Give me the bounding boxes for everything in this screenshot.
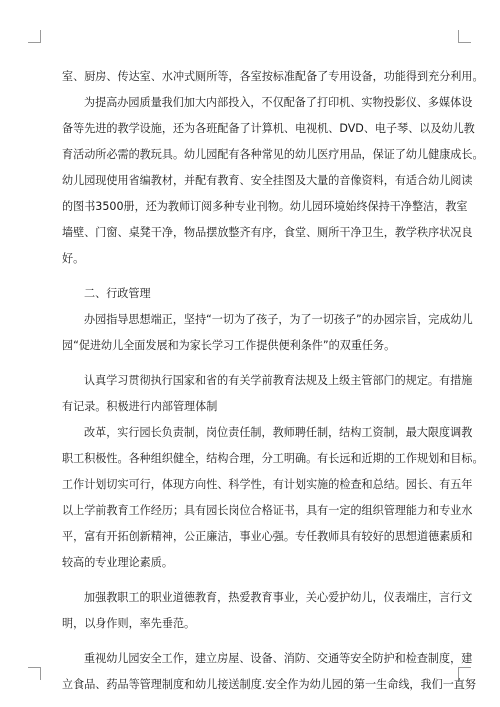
text-line: 室、厨房、传达室、水冲式厕所等，各室按标准配备了专用设备，功能得到充分利用。 <box>62 70 484 83</box>
text-line: 以上学前教育工作经历；具有园长岗位合格证书，具有一定的组织管理能力和专业水 <box>62 504 473 517</box>
paragraph-gap <box>62 576 440 585</box>
section-heading: 二、行政管理 <box>84 287 151 300</box>
crop-mark-bottom-left <box>28 667 41 680</box>
text-line: 明，以身作则，率先垂范。 <box>62 617 196 630</box>
text-line: 重视幼儿园安全工作，建立房屋、设备、消防、交通等安全防护和检查制度，建 <box>84 652 473 665</box>
text-line: 备等先进的教学设施，还为各班配备了计算机、电视机、DVD、电子琴、以及幼儿教 <box>62 122 475 135</box>
text-line: 立食品、药品等管理制度和幼儿接送制度.安全作为幼儿园的第一生命线，我们一直努 <box>62 678 476 691</box>
text-line: 职工积极性。各种组织健全，结构合理，分工明确。有长远和近期的工作规划和目标。 <box>62 452 484 465</box>
text-line: 办园指导思想端正，坚持“一切为了孩子，为了一切孩子”的办园宗旨，完成幼儿 <box>84 313 473 326</box>
text-line: 工作计划切实可行，体现方向性、科学性，有计划实施的检查和总结。园长、有五年 <box>62 478 473 491</box>
text-line: 园“促进幼儿全面发展和为家长学习工作提供便利条件”的双重任务。 <box>62 339 396 352</box>
paragraph-gap <box>62 637 440 646</box>
text-line: 有记录。积极进行内部管理体制 <box>62 400 218 413</box>
document-body <box>62 64 484 698</box>
text-line: 改革，实行园长负责制，岗位责任制，教师聘任制，结构工资制，最大限度调教 <box>84 426 473 439</box>
text-line: 加强教职工的职业道德教育，热爱教育事业，关心爱护幼儿，仪表端庄，言行文 <box>84 591 473 604</box>
text-line: 墙壁、门窗、桌凳干净，物品摆放整齐有序，食堂、厕所干净卫生，教学秩序状况良 <box>62 226 473 239</box>
paragraph-gap <box>62 272 440 281</box>
crop-mark-top-right <box>458 30 471 43</box>
crop-mark-top-left <box>28 30 41 43</box>
text-line: 的图书3500册，还为教师订阅多种专业刊物。幼儿园环境始终保持干净整洁，教室 <box>62 200 468 213</box>
text-line: 平，富有开拓创新精神，公正廉洁，事业心强。专任教师具有较好的思想道德素质和 <box>62 530 473 543</box>
text-line: 较高的专业理论素质。 <box>62 556 173 569</box>
text-line: 好。 <box>62 252 85 265</box>
text-line: 幼儿园现使用省编教材，并配有教育、安全挂图及大量的音像资料，有适合幼儿阅读 <box>62 174 473 187</box>
text-line: 认真学习贯彻执行国家和省的有关学前教育法规及上级主管部门的规定。有措施 <box>84 374 473 387</box>
text-line: 育活动所必需的教玩具。幼儿园配有各种常见的幼儿医疗用品，保证了幼儿健康成长。 <box>62 148 484 161</box>
paragraph-gap <box>62 359 440 368</box>
text-line: 为提高办园质量我们加大内部投入，不仅配备了打印机、实物投影仪、多媒体设 <box>84 96 473 109</box>
